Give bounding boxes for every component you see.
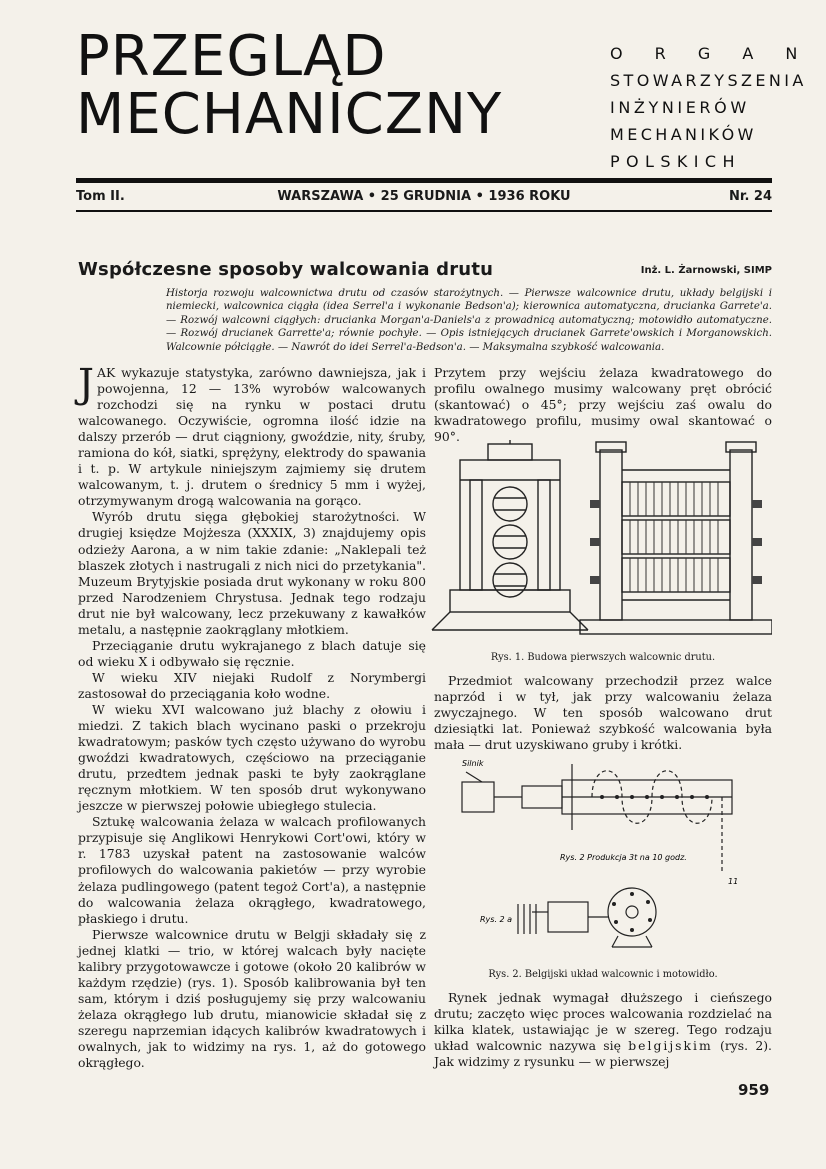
right-column-middle <box>434 673 772 753</box>
spaced-term: belgijskim <box>628 1038 713 1054</box>
issue-number: Nr. 24 <box>729 189 772 204</box>
organ-line: O R G A N <box>610 44 811 63</box>
volume-label: Tom II. <box>76 189 125 204</box>
paragraph: Wyrób drutu sięga głębokiej starożytności. W drugiej księdze Mojżesza (XXXIX, 3) znajdujemy opis odzieży Aarona, a w nim takie zdanie: „Naklepali też blaszek złotych i nastrugali z nich nici do przetykania". Muzeum Brytyjskie posiada drut wykonany w roku 800 przed Narodzeniem Chrystusa. Jednak tego rodzaju drut nie był walcowany, lecz przekuwany z kawałków metalu, a następnie zaokrąglany młotkiem. <box>78 509 426 637</box>
issue-bar <box>76 186 772 208</box>
organ-line: POLSKICH <box>610 152 741 171</box>
journal-title <box>76 24 503 147</box>
paragraph: Sztukę walcowania żelaza w walcach profilowanych przypisuje się Anglikowi Henrykowi Cort'owi, który w r. 1783 uzyskał patent na zastosowanie walców profilowych do walcowania pakietów — przy wyrobie żelaza pudlingowego (patent tegoż Cort'a), a następnie do walcowania żelaza okrągłego, kwadratowego, płaskiego i drutu. <box>78 814 426 926</box>
paragraph: Przytem przy wejściu żelaza kwadratowego do profilu owalnego musimy walcowany pręt obrócić (skantować) o 45°; przy wejściu zaś owalu do kwadratowego profilu, musimy owal skantować o 90°. <box>434 365 772 445</box>
right-column-top <box>434 365 772 445</box>
article-abstract: Historja rozwoju walcownictwa drutu od czasów starożytnych. — Pierwsze walcownice drutu, układy belgijski i niemiecki, walcownica ciągła (idea Serrel'a i wykonanie Bedson'a); kierownica automatyczna, drucianka Garrete'a. — Rozwój walcowni ciągłych: drucianka Morgan'a-Daniels'a z prowadnicą automatyczną; motowidło automatyczne. — Rozwój drucianek Garrette'a; równie pochyłe. — Opis istniejących drucianek Garrete'owskich i Morganowskich. Walcownie półciągłe. — Nawrót do idei Serrel'a-Bedson'a. — Maksymalna szybkość walcowania. <box>166 288 772 353</box>
journal-title-line2: MECHANICZNY <box>76 82 503 147</box>
organ-line: MECHANIKÓW <box>610 125 757 144</box>
masthead-rule <box>76 178 772 183</box>
figure1-rolling-mill-drawing <box>430 440 772 640</box>
right-column-bottom <box>434 990 772 1070</box>
figure2-belgian-mill-diagram <box>452 752 752 964</box>
drop-cap: J <box>78 361 95 407</box>
issue-rule <box>76 210 772 212</box>
organ-line: INŻYNIERÓW <box>610 98 750 117</box>
journal-title-line1: PRZEGLĄD <box>76 24 387 89</box>
paragraph: Rynek jednak wymagał dłuższego i cieńszego drutu; zaczęto więc proces walcowania rozdzielać na kilka klatek, ustawiając je w szereg. Tego rodzaju układ walcownic nazywa się belgijskim (rys. 2). Jak widzimy z rysunku — w pierwszej <box>434 990 772 1070</box>
article-title: Współczesne sposoby walcowania drutu <box>78 259 494 280</box>
paragraph: W wieku XVI walcowano już blachy z ołowiu i miedzi. Z takich blach wycinano paski o przekroju kwadratowym; pasków tych często używano do wyrobu gwoździ kwadratowych, częściowo na przeciąganie drutu, przedtem jednak paski te były zaokrąglane ręcznym młotkiem. W ten sposób drut wykonywano jeszcze w pierwszej połowie ubiegłego stulecia. <box>78 701 426 814</box>
paragraph: JAK wykazuje statystyka, zarówno dawniejsza, jak i powojenna, 12 — 13% wyrobów walcowanych rozchodzi się na rynku w postaci drutu walcowanego. Oczywiście, ogromna ilość idzie na dalszy przerób — drut ciągniony, gwoździe, nity, śruby, ramiona do kół, siatki, sprężyny, elektrody do spawania i t. p. W artykule niniejszym zajmiemy się drutem walcowanym, t. j. drutem o średnicy 5 mm i wyżej, otrzymywanym drogą walcowania na gorąco. <box>78 361 427 509</box>
figure-2a-label: Rys. 2 a <box>480 915 513 924</box>
production-note: Rys. 2 Produkcja 3t na 10 godz. <box>560 853 687 862</box>
page-number: 959 <box>738 1081 770 1099</box>
organ-line: STOWARZYSZENIA <box>610 71 807 90</box>
motor-label: Silnik <box>462 759 484 768</box>
paragraph: Przeciąganie drutu wykrajanego z blach datuje się od wieku X i odbywało się ręcznie. <box>78 637 426 669</box>
figure1-caption: Rys. 1. Budowa pierwszych walcownic drutu. <box>490 652 716 663</box>
left-column <box>78 361 427 1071</box>
organ-statement <box>610 40 811 175</box>
place-date: WARSZAWA • 25 GRUDNIA • 1936 ROKU <box>277 189 571 204</box>
figure2-caption: Rys. 2. Belgijski układ walcownic i motowidło. <box>488 969 718 980</box>
paragraph: Pierwsze walcownice drutu w Belgji składały się z jednej klatki — trio, w której walcach były nacięte kalibry przygotowawcze i gotowe (około 20 kalibrów w każdym rzędzie) (rys. 1). Sposób kalibrowania był ten sam, którym i dziś posługujemy się przy walcowaniu żelaza okrągłego lub drutu, mianowicie składał się z szeregu naprzemian idących kalibrów kwadratowych i owalnych, jak to widzimy na rys. 1, aż do gotowego okrągłego. <box>78 926 426 1071</box>
paragraph: Przedmiot walcowany przechodził przez walce naprzód i w tył, jak przy walcowaniu żelaza zwyczajnego. W ten sposób walcowano drut dziesiątki lat. Ponieważ szybkość walcowania była mała — drut uzyskiwano gruby i krótki. <box>434 673 772 753</box>
article-author: Inż. L. Żarnowski, SIMP <box>640 265 772 276</box>
paragraph: W wieku XIV niejaki Rudolf z Norymbergi zastosował do przeciągania koło wodne. <box>78 669 426 701</box>
mark-label: 11 <box>728 877 739 886</box>
